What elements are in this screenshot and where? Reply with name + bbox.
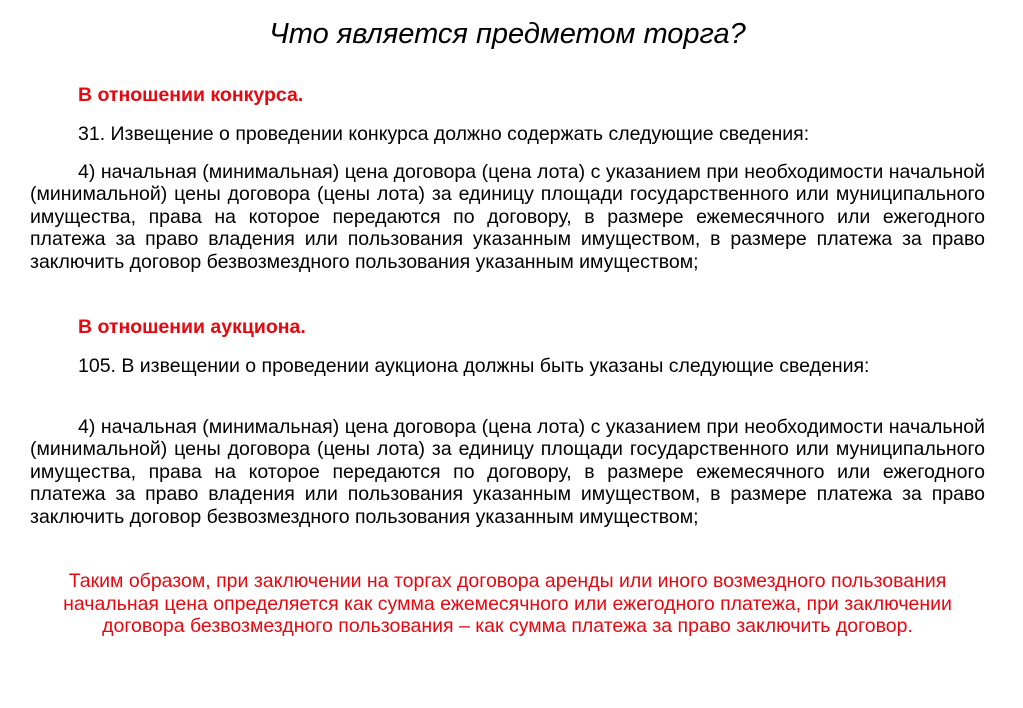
- page-title: Что является предметом торга?: [269, 18, 746, 50]
- contest-item-4: 4) начальная (минимальная) цена договора (цена лота) с указанием при необходимости начальной (минимальной) цены договора (цены лота) за единицу площади государственного или муниципального имущества, права на которое передаются по договору, в размере ежемесячного или ежегодного платежа за право владения или пользования указанным имуществом, в размере платежа за право заключить договор безвозмездного пользования указанным имуществом;: [30, 161, 985, 273]
- contest-intro: 31. Извещение о проведении конкурса должно содержать следующие сведения:: [78, 123, 810, 145]
- auction-item-4: 4) начальная (минимальная) цена договора (цена лота) с указанием при необходимости начальной (минимальной) цены договора (цены лота) за единицу площади государственного или муниципального имущества, права на которое передаются по договору, в размере ежемесячного или ежегодного платежа за право владения или пользования указанным имуществом, в размере платежа за право заключить договор безвозмездного пользования указанным имуществом;: [30, 416, 985, 528]
- section-heading-auction: В отношении аукциона.: [78, 316, 306, 338]
- conclusion-text: Таким образом, при заключении на торгах договора аренды или иного возмездного пользования начальная цена определяется как сумма ежемесячного или ежегодного платежа, при заключении договора безвозмездного пользования – как сумма платежа за право заключить договор.: [63, 570, 952, 637]
- section-heading-contest: В отношении конкурса.: [78, 84, 304, 106]
- auction-intro: 105. В извещении о проведении аукциона должны быть указаны следующие сведения:: [78, 355, 870, 377]
- slide: [30, 0, 985, 708]
